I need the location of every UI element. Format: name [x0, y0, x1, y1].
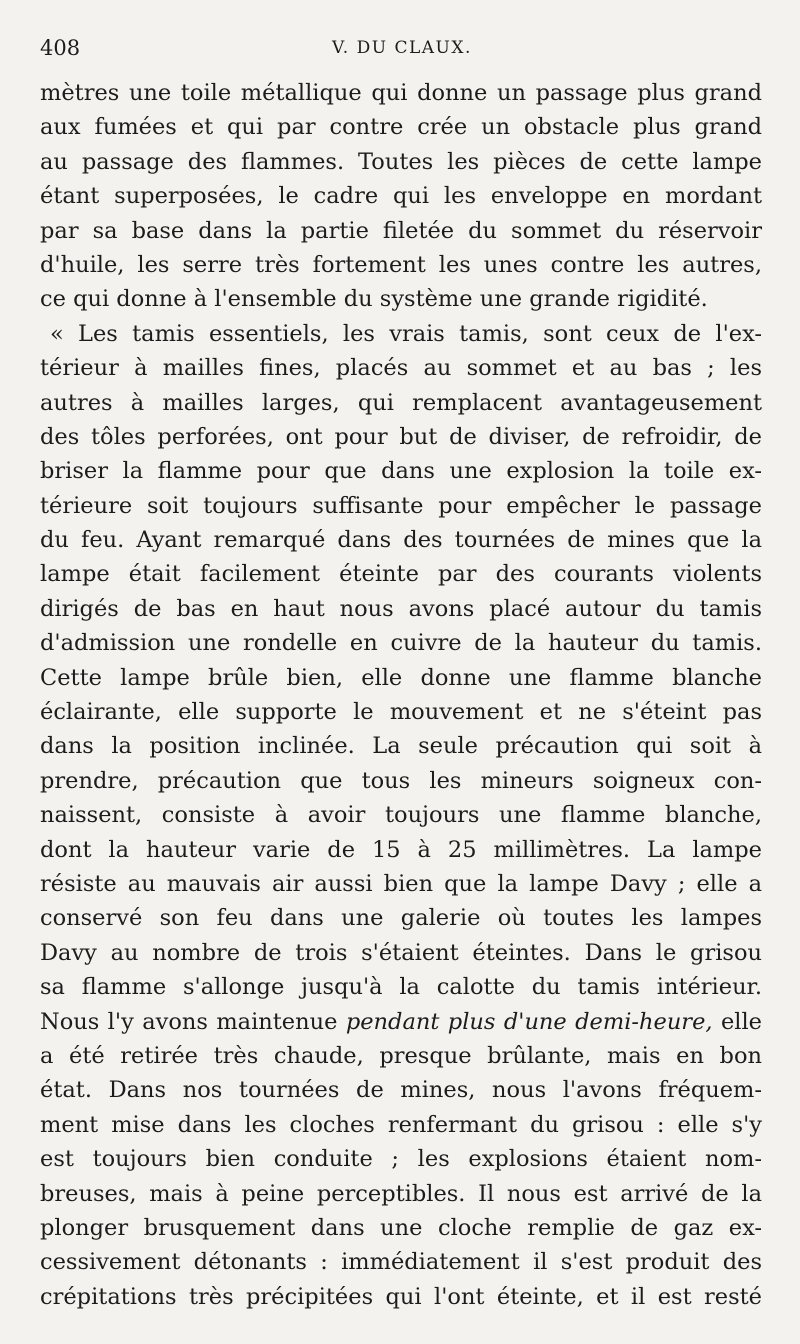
text-line: crépitations très précipitées qui l'ont éteinte, et il est resté [40, 1283, 762, 1310]
text-line: état. Dans nos tournées de mines, nous l'avons fréquem- [40, 1077, 762, 1104]
text-line: éclairante, elle supporte le mouvement et ne s'éteint pas [40, 699, 762, 726]
text-line: térieure soit toujours suffisante pour empêcher le passage [40, 492, 762, 519]
text-line: Cette lampe brûle bien, elle donne une flamme blanche [40, 664, 762, 691]
text-line: ce qui donne à l'ensemble du système une grande rigidité. [40, 286, 708, 313]
text-line: lampe était facilement éteinte par des courants violents [40, 561, 762, 588]
text-line: a été retirée très chaude, presque brûlante, mais en bon [40, 1042, 762, 1069]
page-header [40, 36, 760, 66]
text-line: du feu. Ayant remarqué dans des tournées de mines que la [40, 527, 762, 554]
text-line: Davy au nombre de trois s'étaient éteintes. Dans le grisou [40, 939, 762, 966]
text-line: mètres une toile métallique qui donne un passage plus grand [40, 80, 762, 106]
text-line: résiste au mauvais air aussi bien que la lampe Davy ; elle a [40, 870, 762, 897]
text-line: étant superposées, le cadre qui les enveloppe en mordant [40, 183, 762, 210]
text-line: conservé son feu dans une galerie où toutes les lampes [40, 905, 762, 932]
text-line [40, 1005, 762, 1039]
text-line: ment mise dans les cloches renfermant du grisou : elle s'y [40, 1111, 762, 1138]
body-text [40, 76, 762, 1314]
text-line: naissent, consiste à avoir toujours une flamme blanche, [40, 802, 762, 829]
text-line: dans la position inclinée. La seule précaution qui soit à [40, 733, 762, 760]
text-line: d'admission une rondelle en cuivre de la hauteur du tamis. [40, 630, 762, 657]
running-head: V. DU CLAUX. [332, 38, 472, 58]
text-line: au passage des flammes. Toutes les pièces de cette lampe [40, 148, 762, 175]
text-run: Nous l'y avons maintenue [40, 1008, 346, 1035]
text-line: breuses, mais à peine perceptibles. Il nous est arrivé de la [40, 1180, 762, 1207]
text-line: autres à mailles larges, qui remplacent avantageusement [40, 389, 762, 416]
text-line: aux fumées et qui par contre crée un obstacle plus grand [40, 114, 762, 141]
text-line: des tôles perforées, ont pour but de diviser, de refroidir, de [40, 423, 762, 450]
text-line: est toujours bien conduite ; les explosions étaient nom- [40, 1146, 762, 1173]
text-line: par sa base dans la partie filetée du sommet du réservoir [40, 217, 762, 244]
text-line: dont la hauteur varie de 15 à 25 millimètres. La lampe [40, 836, 762, 863]
text-line: plonger brusquement dans une cloche remplie de gaz ex- [40, 1214, 762, 1241]
text-run: elle [712, 1008, 762, 1035]
text-line: briser la flamme pour que dans une explosion la toile ex- [40, 458, 762, 485]
text-line: dirigés de bas en haut nous avons placé autour du tamis [40, 595, 762, 622]
page-number: 408 [40, 36, 81, 60]
italic-text-run: pendant plus d'une demi-heure, [345, 1008, 713, 1035]
text-line: prendre, précaution que tous les mineurs soigneux con- [40, 767, 762, 794]
text-line: sa flamme s'allonge jusqu'à la calotte du tamis intérieur. [40, 974, 762, 1001]
text-line: térieur à mailles fines, placés au sommet et au bas ; les [40, 355, 762, 382]
text-line: « Les tamis essentiels, les vrais tamis, sont ceux de l'ex- [50, 320, 762, 347]
text-line: d'huile, les serre très fortement les unes contre les autres, [40, 251, 762, 278]
text-line: cessivement détonants : immédiatement il s'est produit des [40, 1249, 762, 1276]
